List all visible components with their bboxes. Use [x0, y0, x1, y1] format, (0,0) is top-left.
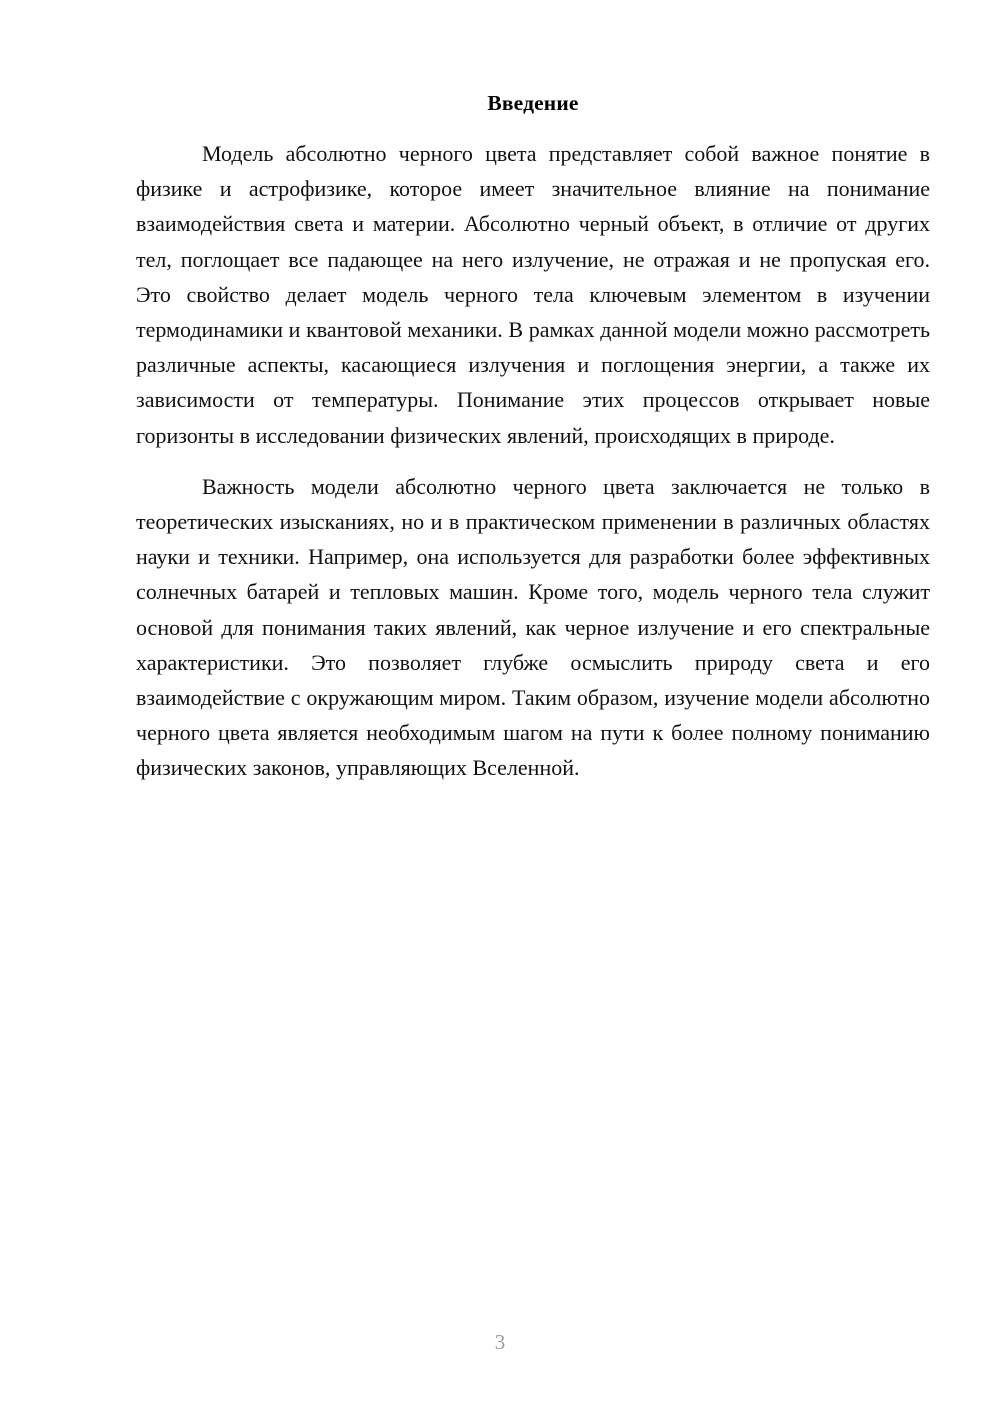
- page-title: Введение: [487, 91, 579, 115]
- document-body: [136, 88, 930, 786]
- page-number: 3: [494, 1330, 506, 1354]
- body-paragraph: Важность модели абсолютно черного цвета заключается не только в теоретических изысканиях, но и в практическом применении в различных областях науки и техники. Например, она используется для разработки более эффективных солнечных батарей и тепловых машин. Кроме того, модель черного тела служит основой для понимания таких явлений, как черное излучение и его спектральные характеристики. Это позволяет глубже осмыслить природу света и его взаимодействие с окружающим миром. Таким образом, изучение модели абсолютно черного цвета является необходимым шагом на пути к более полному пониманию физических законов, управляющих Вселенной.: [136, 473, 930, 781]
- body-paragraph: Модель абсолютно черного цвета представляет собой важное понятие в физике и астрофизике, которое имеет значительное влияние на понимание взаимодействия света и материи. Абсолютно черный объект, в отличие от других тел, поглощает все падающее на него излучение, не отражая и не пропуская его. Это свойство делает модель черного тела ключевым элементом в изучении термодинамики и квантовой механики. В рамках данной модели можно рассмотреть различные аспекты, касающиеся излучения и поглощения энергии, а также их зависимости от температуры. Понимание этих процессов открывает новые горизонты в исследовании физических явлений, происходящих в природе.: [136, 141, 930, 448]
